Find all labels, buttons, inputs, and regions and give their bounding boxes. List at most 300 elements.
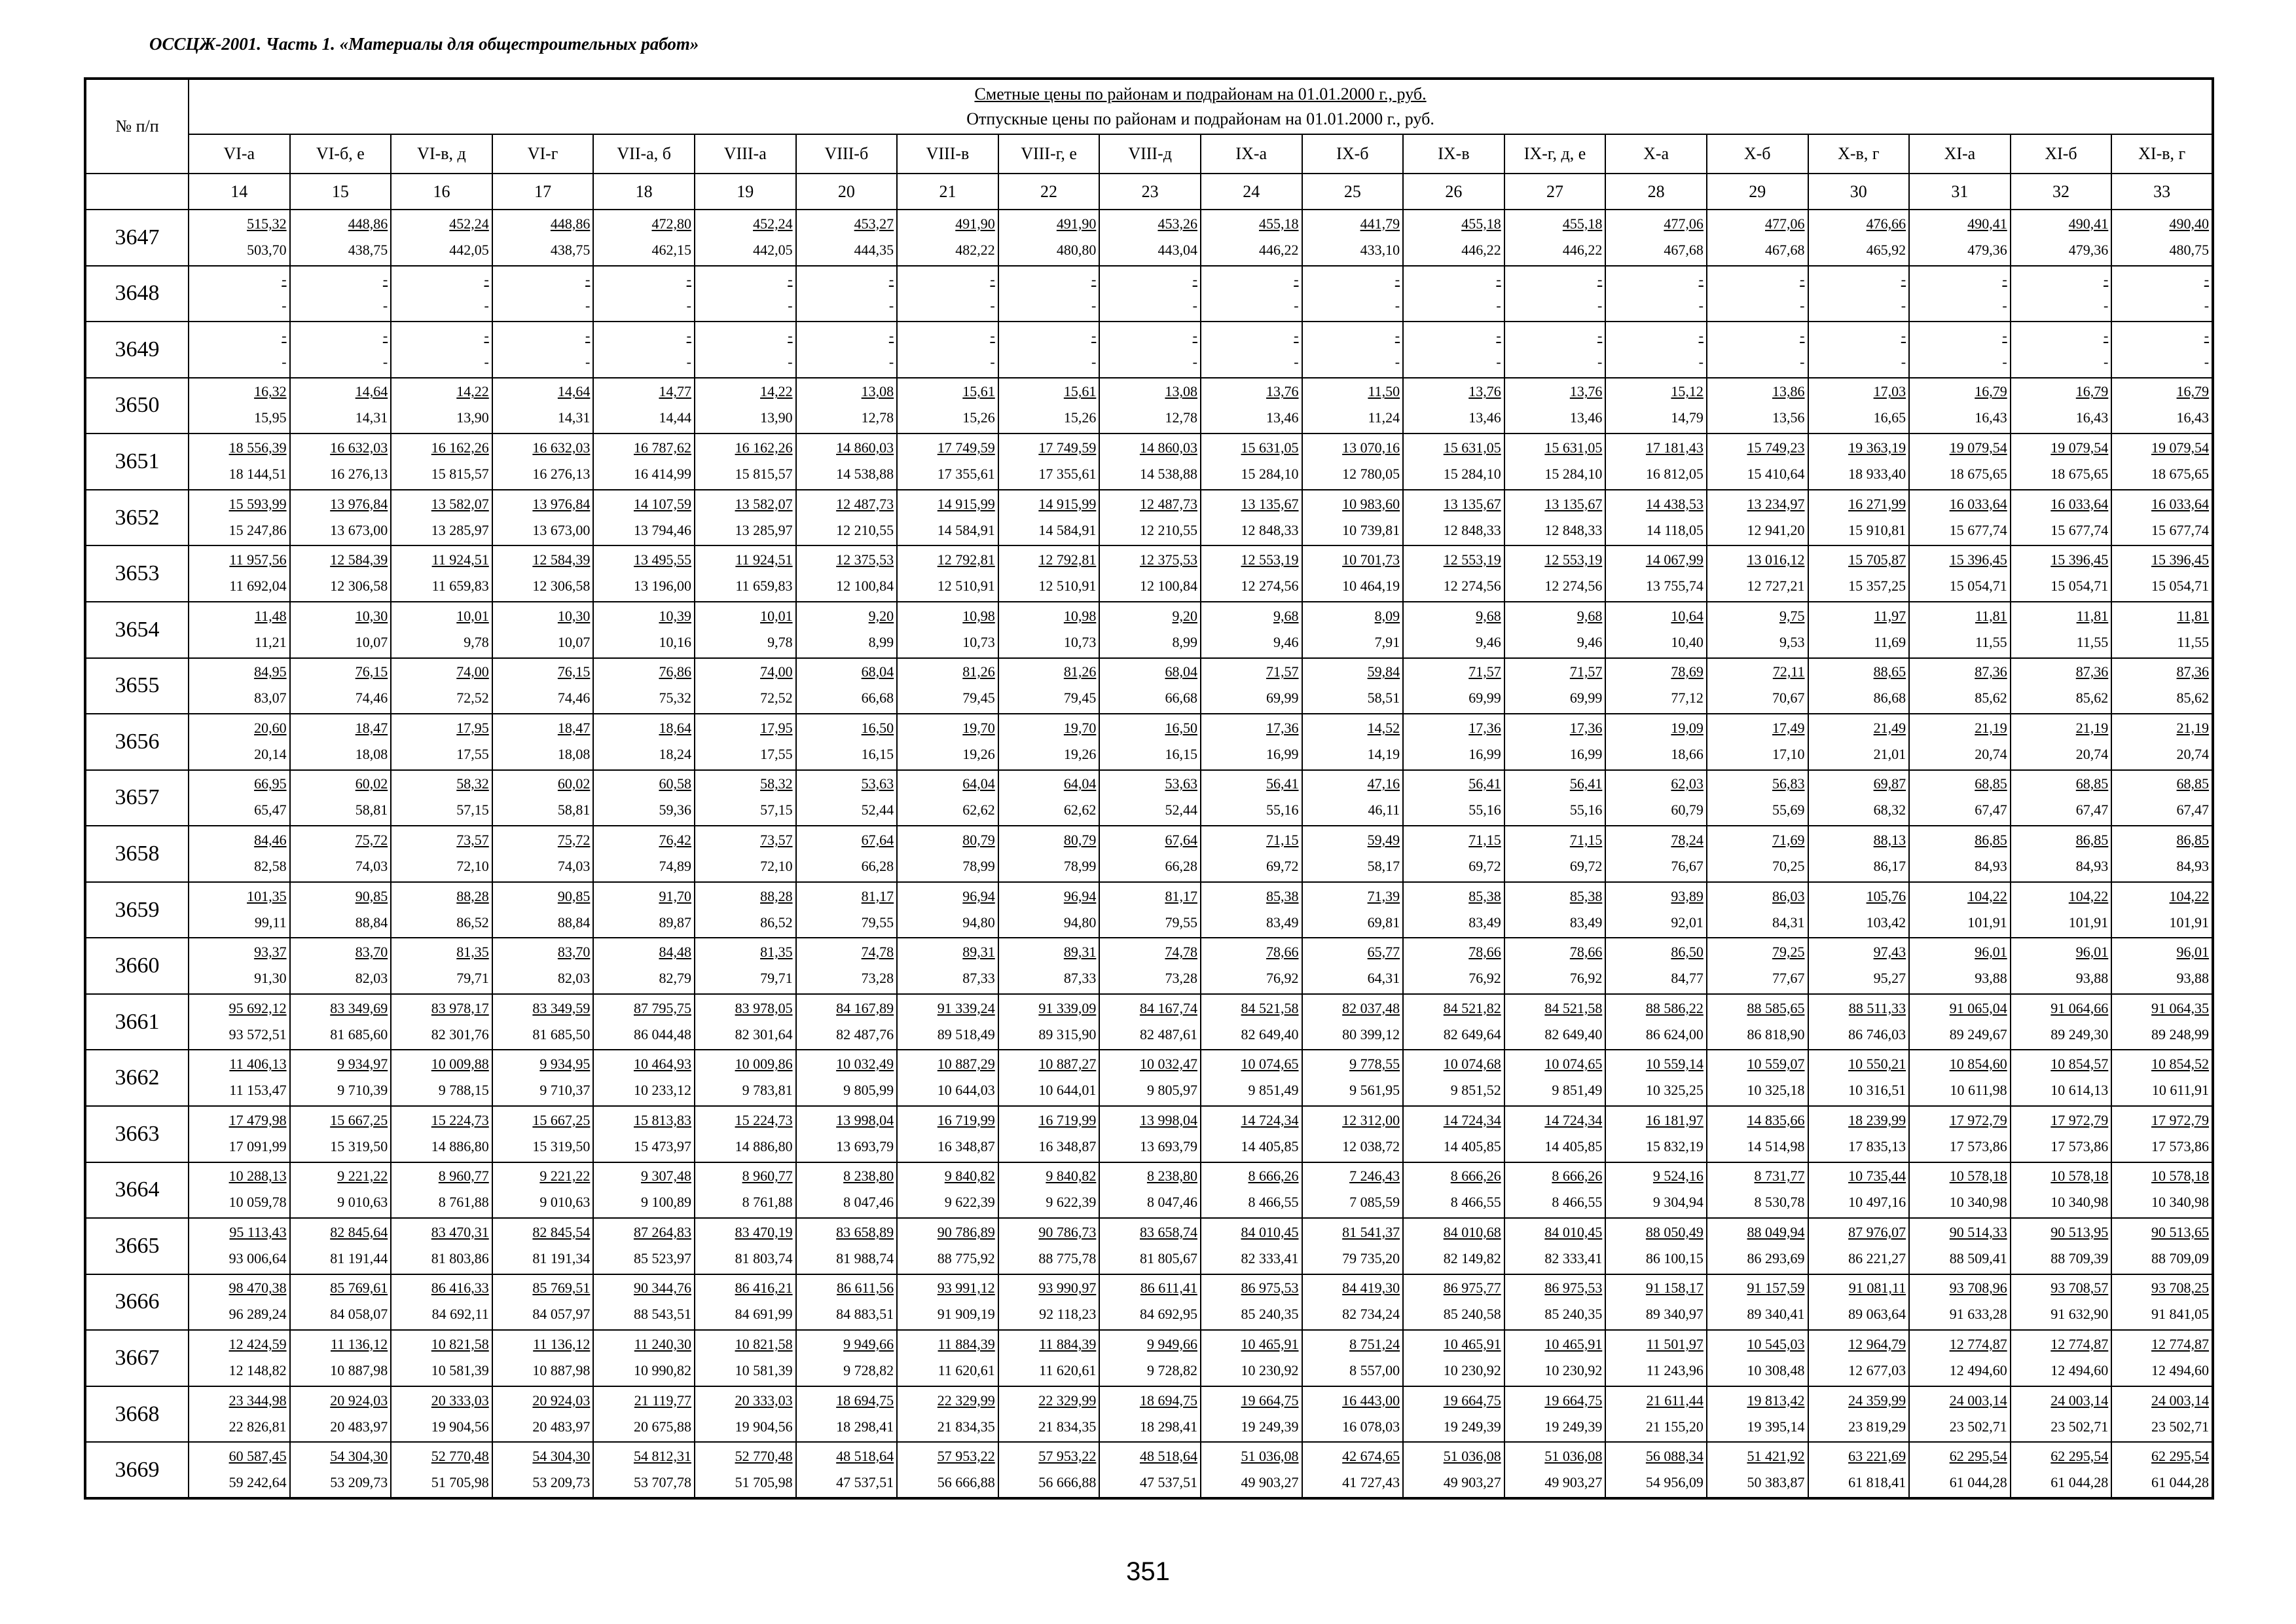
estimate-price: 93 708,25 <box>2151 1280 2210 1297</box>
price-cell <box>593 210 695 266</box>
price-cell <box>1909 1274 2011 1331</box>
release-price: 47 537,51 <box>1139 1473 1197 1490</box>
release-price: 17 573,86 <box>1949 1137 2007 1154</box>
release-price: 10 340,98 <box>2050 1194 2109 1211</box>
release-price: 10,07 <box>355 633 388 650</box>
release-price: 15,26 <box>1063 409 1097 426</box>
release-price: 9 100,89 <box>640 1194 691 1211</box>
estimate-price: 91 157,59 <box>1747 1280 1805 1297</box>
estimate-price: 10 821,58 <box>431 1336 489 1353</box>
estimate-price: 15 667,25 <box>330 1111 388 1128</box>
estimate-price: 10,30 <box>557 607 591 624</box>
estimate-price: 96,94 <box>1063 887 1097 904</box>
estimate-price: 76,15 <box>557 663 591 680</box>
estimate-price: 17,36 <box>1468 719 1501 736</box>
estimate-price: 18 556,39 <box>228 439 287 456</box>
estimate-price: 16,79 <box>1975 383 2007 400</box>
estimate-price: 13 976,84 <box>330 495 388 512</box>
price-cell <box>1808 714 1910 770</box>
district-header: X-в, г <box>1808 134 1910 174</box>
release-price: - <box>585 353 591 370</box>
release-price: 9 805,97 <box>1146 1082 1197 1099</box>
estimate-price: 86 975,53 <box>1241 1280 1299 1297</box>
estimate-price: 9 840,82 <box>944 1168 995 1185</box>
price-cell <box>796 434 898 490</box>
estimate-price: 51 036,08 <box>1241 1447 1299 1464</box>
release-price: 10 614,13 <box>2050 1082 2109 1099</box>
estimate-price: 21,19 <box>2075 719 2109 736</box>
price-cell <box>1403 1218 1504 1274</box>
release-price: 84 057,97 <box>532 1306 591 1323</box>
price-cell <box>593 1050 695 1106</box>
release-price: 12 148,82 <box>228 1362 287 1379</box>
release-price: 8 047,46 <box>1146 1194 1197 1211</box>
estimate-price: 9,68 <box>1576 607 1603 624</box>
estimate-price: 15 705,87 <box>1848 551 1906 568</box>
estimate-price: 90,85 <box>557 887 591 904</box>
row-number: 3666 <box>85 1274 189 1331</box>
table-row <box>85 826 2213 882</box>
price-cell <box>1605 1162 1707 1219</box>
price-cell <box>1302 1162 1404 1219</box>
release-price: 87,33 <box>962 970 995 987</box>
estimate-price: 14 724,34 <box>1241 1111 1299 1128</box>
release-price: - <box>2204 353 2210 370</box>
release-price: 82 333,41 <box>1544 1249 1603 1266</box>
price-cell <box>1302 1218 1404 1274</box>
estimate-price: - <box>382 327 388 344</box>
release-price: 10 644,01 <box>1038 1082 1097 1099</box>
estimate-price: 60 587,45 <box>228 1447 287 1464</box>
estimate-price: 72,11 <box>1772 663 1805 680</box>
price-cell <box>1403 545 1504 602</box>
release-price: 12,78 <box>1165 409 1197 426</box>
price-cell <box>1403 266 1504 322</box>
release-price: - <box>1496 297 1501 314</box>
price-cell <box>492 266 594 322</box>
release-price: 21 155,20 <box>1645 1418 1704 1435</box>
row-number: 3668 <box>85 1386 189 1443</box>
price-cell <box>1504 826 1606 882</box>
price-cell <box>1808 1050 1910 1106</box>
estimate-price: 81,17 <box>1165 887 1197 904</box>
release-price: 13 673,00 <box>330 521 388 538</box>
estimate-price: - <box>1698 327 1704 344</box>
release-price: 82 649,40 <box>1241 1025 1299 1043</box>
estimate-price: 448,86 <box>348 215 388 232</box>
release-price: 70,67 <box>1772 690 1805 707</box>
estimate-price: 16 632,03 <box>330 439 388 456</box>
estimate-price: 17 972,79 <box>2050 1111 2109 1128</box>
estimate-price: 88 049,94 <box>1747 1223 1805 1240</box>
release-price: 12 210,55 <box>1139 521 1197 538</box>
release-price: 15 054,71 <box>2050 578 2109 595</box>
release-price: 101,91 <box>2169 913 2210 931</box>
release-price: 12 727,21 <box>1747 578 1805 595</box>
price-cell <box>1808 1274 1910 1331</box>
table-row <box>85 322 2213 378</box>
table-title <box>189 79 2213 134</box>
estimate-price: 12 375,53 <box>1139 551 1197 568</box>
estimate-price: 96,01 <box>2075 944 2109 961</box>
price-cell <box>1504 1162 1606 1219</box>
price-cell <box>593 1442 695 1498</box>
estimate-price: 91 158,17 <box>1645 1280 1704 1297</box>
column-number: 24 <box>1201 174 1302 210</box>
release-price: 467,68 <box>1765 241 1805 258</box>
release-price: 86 746,03 <box>1848 1025 1906 1043</box>
estimate-price: 14,77 <box>659 383 691 400</box>
price-cell <box>897 1330 998 1386</box>
release-price: 14 514,98 <box>1747 1137 1805 1154</box>
table-row <box>85 266 2213 322</box>
price-cell <box>1707 1218 1808 1274</box>
estimate-price: - <box>990 327 995 344</box>
estimate-price: 515,32 <box>247 215 287 232</box>
estimate-price: 11 884,39 <box>938 1336 995 1353</box>
release-price: 11,55 <box>1975 633 2007 650</box>
price-cell <box>897 266 998 322</box>
price-cell <box>1302 490 1404 546</box>
price-cell <box>1403 658 1504 714</box>
price-cell <box>1302 938 1404 994</box>
price-cell <box>391 1162 492 1219</box>
estimate-price: 88,65 <box>1873 663 1906 680</box>
estimate-price: 84 167,74 <box>1139 999 1197 1016</box>
estimate-price: 472,80 <box>651 215 691 232</box>
estimate-price: 78,24 <box>1671 831 1704 848</box>
price-cell <box>695 1386 796 1443</box>
estimate-price: 10 009,88 <box>431 1056 489 1073</box>
price-cell <box>1302 770 1404 826</box>
price-cell <box>695 714 796 770</box>
price-cell <box>1808 658 1910 714</box>
release-price: 15 054,71 <box>1949 578 2007 595</box>
estimate-price: 13,76 <box>1569 383 1603 400</box>
estimate-price: 67,64 <box>861 831 894 848</box>
release-price: - <box>1597 297 1603 314</box>
estimate-price: 86 416,21 <box>735 1280 793 1297</box>
estimate-price: 10 854,57 <box>2050 1056 2109 1073</box>
estimate-price: 86 611,41 <box>1140 1280 1197 1297</box>
price-cell <box>1302 210 1404 266</box>
estimate-price: 9,20 <box>868 607 894 624</box>
estimate-price: 20 333,03 <box>431 1392 489 1409</box>
release-price: 56 666,88 <box>937 1473 995 1490</box>
estimate-price: 10 464,93 <box>633 1056 691 1073</box>
estimate-price: 17 181,43 <box>1645 439 1704 456</box>
release-price: 81 988,74 <box>836 1249 894 1266</box>
estimate-price: 8 731,77 <box>1754 1168 1805 1185</box>
table-row <box>85 434 2213 490</box>
price-cell <box>2111 1162 2213 1219</box>
estimate-price: 14,22 <box>456 383 489 400</box>
release-price: 23 819,29 <box>1848 1418 1906 1435</box>
release-price: 83,07 <box>254 690 287 707</box>
estimate-price: - <box>2103 327 2109 344</box>
release-price: 21 834,35 <box>1038 1418 1097 1435</box>
estimate-price: 95 692,12 <box>228 999 287 1016</box>
release-price: 88 775,78 <box>1038 1249 1097 1266</box>
estimate-price: 73,57 <box>760 831 793 848</box>
release-price: 9 805,99 <box>843 1082 894 1099</box>
price-cell <box>1808 994 1910 1050</box>
price-cell <box>796 1330 898 1386</box>
estimate-price: 96,01 <box>2176 944 2210 961</box>
price-cell <box>593 770 695 826</box>
estimate-price: 9,75 <box>1779 607 1805 624</box>
release-price: 81 191,34 <box>532 1249 591 1266</box>
release-price: 76,67 <box>1671 857 1704 874</box>
estimate-price: 16 181,97 <box>1645 1111 1704 1128</box>
release-price: 20,14 <box>254 745 287 762</box>
price-cell <box>1302 322 1404 378</box>
estimate-price: 78,66 <box>1468 944 1501 961</box>
release-price: 12 100,84 <box>1139 578 1197 595</box>
district-header: X-б <box>1707 134 1808 174</box>
price-cell <box>1909 938 2011 994</box>
release-price: 14 584,91 <box>937 521 995 538</box>
price-cell <box>391 322 492 378</box>
estimate-price: 51 036,08 <box>1443 1447 1501 1464</box>
estimate-price: 8 751,24 <box>1349 1336 1400 1353</box>
price-cell <box>1504 434 1606 490</box>
estimate-price: 12 774,87 <box>2050 1336 2109 1353</box>
price-cell <box>998 1274 1100 1331</box>
release-price: 10 990,82 <box>633 1362 691 1379</box>
estimate-price: - <box>1901 327 1906 344</box>
estimate-price: 10 854,52 <box>2151 1056 2210 1073</box>
estimate-price: 81,26 <box>1063 663 1097 680</box>
price-cell <box>1099 994 1201 1050</box>
price-cell <box>2011 938 2112 994</box>
price-cell <box>897 714 998 770</box>
estimate-price: 80,79 <box>962 831 995 848</box>
price-cell <box>1605 1330 1707 1386</box>
release-price: 84 692,95 <box>1139 1306 1197 1323</box>
release-price: 14,31 <box>557 409 591 426</box>
release-price: 88 543,51 <box>633 1306 691 1323</box>
estimate-price: 10 545,03 <box>1747 1336 1805 1353</box>
price-cell <box>1605 602 1707 658</box>
price-cell <box>1504 1442 1606 1498</box>
price-cell <box>796 1162 898 1219</box>
estimate-price: 11 924,51 <box>735 551 793 568</box>
price-cell <box>1099 434 1201 490</box>
table-row <box>85 490 2213 546</box>
release-price: 67,47 <box>2176 802 2210 819</box>
estimate-price: 93,37 <box>254 944 287 961</box>
release-price: 12 780,05 <box>1342 466 1400 483</box>
release-price: 9 728,82 <box>1146 1362 1197 1379</box>
release-price: 9,78 <box>767 633 793 650</box>
estimate-price: 14,64 <box>355 383 388 400</box>
release-price: 18 298,41 <box>836 1418 894 1435</box>
estimate-price: 71,57 <box>1266 663 1299 680</box>
price-cell <box>897 770 998 826</box>
price-cell <box>1504 658 1606 714</box>
estimate-price: 17 749,59 <box>937 439 995 456</box>
release-price: 91 909,19 <box>937 1306 995 1323</box>
release-price: 19 249,39 <box>1544 1418 1603 1435</box>
release-price: 76,92 <box>1468 970 1501 987</box>
release-price: 21,01 <box>1873 745 1906 762</box>
price-cell <box>1403 938 1504 994</box>
estimate-price: 17 972,79 <box>2151 1111 2210 1128</box>
release-price: 17 355,61 <box>937 466 995 483</box>
price-cell <box>2111 378 2213 434</box>
price-cell <box>1707 882 1808 938</box>
estimate-price: 93,89 <box>1671 887 1704 904</box>
column-number: 33 <box>2111 174 2213 210</box>
release-price: 55,69 <box>1772 802 1805 819</box>
release-price: 12 274,56 <box>1241 578 1299 595</box>
price-cell <box>2011 1050 2112 1106</box>
price-cell <box>1808 770 1910 826</box>
estimate-price: 11 136,12 <box>533 1336 591 1353</box>
release-price: 12 274,56 <box>1443 578 1501 595</box>
release-price: 86 818,90 <box>1747 1025 1805 1043</box>
price-cell <box>695 434 796 490</box>
release-price: 480,75 <box>2169 241 2210 258</box>
price-cell <box>492 490 594 546</box>
estimate-price: 14 835,66 <box>1747 1111 1805 1128</box>
estimate-price: 477,06 <box>1664 215 1704 232</box>
estimate-price: 21,19 <box>2176 719 2210 736</box>
release-price: 69,72 <box>1266 857 1299 874</box>
release-price: 9 304,94 <box>1652 1194 1704 1211</box>
estimate-price: 54 304,30 <box>532 1447 591 1464</box>
estimate-price: 80,79 <box>1063 831 1097 848</box>
estimate-price: 10 550,21 <box>1848 1056 1906 1073</box>
estimate-price: 15,61 <box>1063 383 1097 400</box>
release-price: 10 230,92 <box>1544 1362 1603 1379</box>
estimate-price: 88,13 <box>1873 831 1906 848</box>
estimate-price: - <box>1091 271 1097 288</box>
price-cell <box>593 1218 695 1274</box>
estimate-price: - <box>1496 271 1501 288</box>
price-cell <box>1707 322 1808 378</box>
estimate-price: 68,85 <box>2075 775 2109 792</box>
estimate-price: 91,70 <box>659 887 691 904</box>
district-header: VIII-д <box>1099 134 1201 174</box>
row-number: 3662 <box>85 1050 189 1106</box>
price-cell <box>1403 378 1504 434</box>
price-cell <box>1403 994 1504 1050</box>
estimate-price: - <box>1901 271 1906 288</box>
release-price: 67,47 <box>1975 802 2007 819</box>
price-cell <box>1909 322 2011 378</box>
release-price: 15 054,71 <box>2151 578 2210 595</box>
price-cell <box>290 602 392 658</box>
price-cell <box>2111 266 2213 322</box>
release-price: 84 691,99 <box>735 1306 793 1323</box>
price-cell <box>796 938 898 994</box>
price-cell <box>391 1386 492 1443</box>
table-row <box>85 1106 2213 1162</box>
estimate-price: 491,90 <box>955 215 995 232</box>
estimate-price: 17,36 <box>1266 719 1299 736</box>
price-cell <box>2111 938 2213 994</box>
estimate-price: 66,95 <box>254 775 287 792</box>
estimate-price: 84 521,82 <box>1443 999 1501 1016</box>
estimate-price: 22 329,99 <box>937 1392 995 1409</box>
price-cell <box>290 1442 392 1498</box>
release-price: 83,49 <box>1569 913 1603 931</box>
release-price: 13,90 <box>760 409 793 426</box>
release-price: 72,52 <box>760 690 793 707</box>
release-price: 9,46 <box>1273 633 1299 650</box>
district-header: VI-г <box>492 134 594 174</box>
estimate-price: - <box>1192 327 1197 344</box>
price-cell <box>391 994 492 1050</box>
estimate-price: 86 975,77 <box>1443 1280 1501 1297</box>
estimate-price: 65,77 <box>1367 944 1400 961</box>
price-cell <box>1504 994 1606 1050</box>
price-cell <box>695 602 796 658</box>
estimate-price: 20 924,03 <box>330 1392 388 1409</box>
price-cell <box>1605 994 1707 1050</box>
estimate-price: 71,15 <box>1266 831 1299 848</box>
release-price: 77,12 <box>1671 690 1704 707</box>
price-cell <box>290 210 392 266</box>
price-cell <box>1302 994 1404 1050</box>
release-price: 12 848,33 <box>1544 521 1603 538</box>
release-price: 81 191,44 <box>330 1249 388 1266</box>
estimate-price: 13 495,55 <box>633 551 691 568</box>
column-number: 22 <box>998 174 1100 210</box>
price-cell <box>1909 1106 2011 1162</box>
release-price: 17,10 <box>1772 745 1805 762</box>
estimate-price: 9 524,16 <box>1652 1168 1704 1185</box>
estimate-price: 74,78 <box>861 944 894 961</box>
price-cell <box>1909 378 2011 434</box>
release-price: 16 812,05 <box>1645 466 1704 483</box>
price-cell <box>2011 602 2112 658</box>
price-cell <box>290 826 392 882</box>
estimate-price: 87,36 <box>2075 663 2109 680</box>
price-cell <box>593 714 695 770</box>
estimate-price: 86,85 <box>2176 831 2210 848</box>
estimate-price: 88 511,33 <box>1848 999 1906 1016</box>
estimate-price: 88,28 <box>760 887 793 904</box>
estimate-price: 19 664,75 <box>1443 1392 1501 1409</box>
estimate-price: 15 631,05 <box>1241 439 1299 456</box>
price-cell <box>1403 210 1504 266</box>
price-cell <box>1201 434 1302 490</box>
estimate-price: 19,70 <box>1063 719 1097 736</box>
estimate-price: 13,86 <box>1772 383 1805 400</box>
price-cell <box>695 545 796 602</box>
price-cell <box>290 1386 392 1443</box>
price-cell <box>695 1162 796 1219</box>
column-number: 31 <box>1909 174 2011 210</box>
price-cell <box>593 378 695 434</box>
estimate-price: 16 787,62 <box>633 439 691 456</box>
release-price: - <box>282 353 287 370</box>
estimate-price: 13 976,84 <box>532 495 591 512</box>
price-cell <box>796 994 898 1050</box>
price-cell <box>492 658 594 714</box>
price-cell <box>796 602 898 658</box>
estimate-price: 10 578,18 <box>2151 1168 2210 1185</box>
price-cell <box>1302 1274 1404 1331</box>
estimate-price: 11,81 <box>1975 607 2007 624</box>
release-price: 93,88 <box>2075 970 2109 987</box>
price-cell <box>897 826 998 882</box>
release-price: 10,73 <box>1063 633 1097 650</box>
release-price: 75,32 <box>659 690 691 707</box>
